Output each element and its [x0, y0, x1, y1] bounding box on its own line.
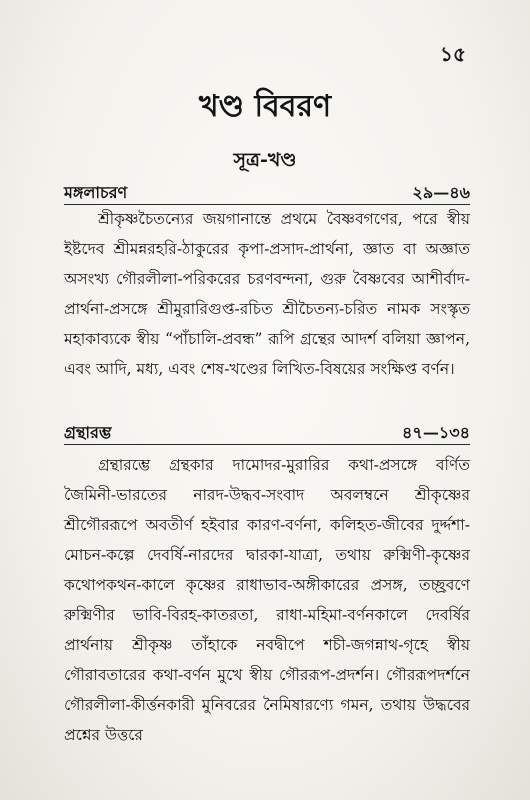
section-paragraph: গ্রন্থারম্ভে গ্রন্থকার দামোদর-মুরারির কথা-প্রসঙ্গে বর্ণিত জৈমিনী-ভারতের নারদ-উদ্ধব-সংবাদ অবলম্বনে শ্রীকৃষ্ণের শ্রীগৌররূপে অবতীর্ণ হইবার কারণ-বর্ণনা, কলিহত-জীবের দুর্দ্দশা-মোচন-কল্পে দেবর্ষি-নারদের দ্বারকা-যাত্রা, তথায় রুক্মিণী-কৃষ্ণের কথোপকথন-কালে কৃষ্ণের রাধাভাব-অঙ্গীকারের প্রসঙ্গ, তচ্ছ্রবণে রুক্মিণীর ভাবি-বিরহ-কাতরতা, রাধা-মহিমা-বর্ণনকালে দেবর্ষির প্রার্থনায় শ্রীকৃষ্ণ তাঁহাকে নবদ্বীপে শচী-জগন্নাথ-গৃহে স্বীয় গৌরাবতারের কথা-বর্ণন মুখে স্বীয় গৌররূপ-প্রদর্শন। গৌররূপদর্শনে গৌরলীলা-কীর্ত্তনকারী মুনিবরের নৈমিষারণ্যে গমন, তথায় উদ্ধবের প্রশ্নের উত্তরে [64, 456, 470, 744]
page-title: খণ্ড বিবরণ [198, 89, 332, 124]
verse-range: ২৯—৪৬ [412, 183, 470, 202]
verse-range: ৪৭—১৩৪ [402, 423, 470, 442]
page-number: ১৫ [440, 42, 466, 66]
section-heading-row [64, 180, 470, 207]
section-subtitle: সূত্র-খণ্ড [233, 149, 297, 171]
section-heading: গ্রন্থারম্ভ [64, 423, 112, 442]
section-divider [64, 444, 470, 445]
section-heading-row [64, 420, 470, 447]
section-paragraph: শ্রীকৃষ্ণচৈতন্যের জয়গানান্তে প্রথমে বৈষ্ণবগণের, পরে স্বীয় ইষ্টদেব শ্রীমন্নরহরি-ঠাকুরের কৃপা-প্রসাদ-প্রার্থনা, জ্ঞাত বা অজ্ঞাত অসংখ্য গৌরলীলা-পরিকরের চরণবন্দনা, গুরু বৈষ্ণবের আশীর্বাদ-প্রার্থনা-প্রসঙ্গে শ্রীমুরারিগুপ্ত-রচিত শ্রীচৈতন্য-চরিত নামক সংস্কৃত মহাকাব্যকে স্বীয় “পাঁচালি-প্রবন্ধ” রূপি গ্রন্থের আদর্শ বলিয়া জ্ঞাপন, এবং আদি, মধ্য, এবং শেষ-খণ্ডের লিখিত-বিষয়ের সংক্ষিপ্ত বর্ণন। [64, 210, 470, 378]
section-heading: মঙ্গলাচরণ [64, 183, 128, 202]
